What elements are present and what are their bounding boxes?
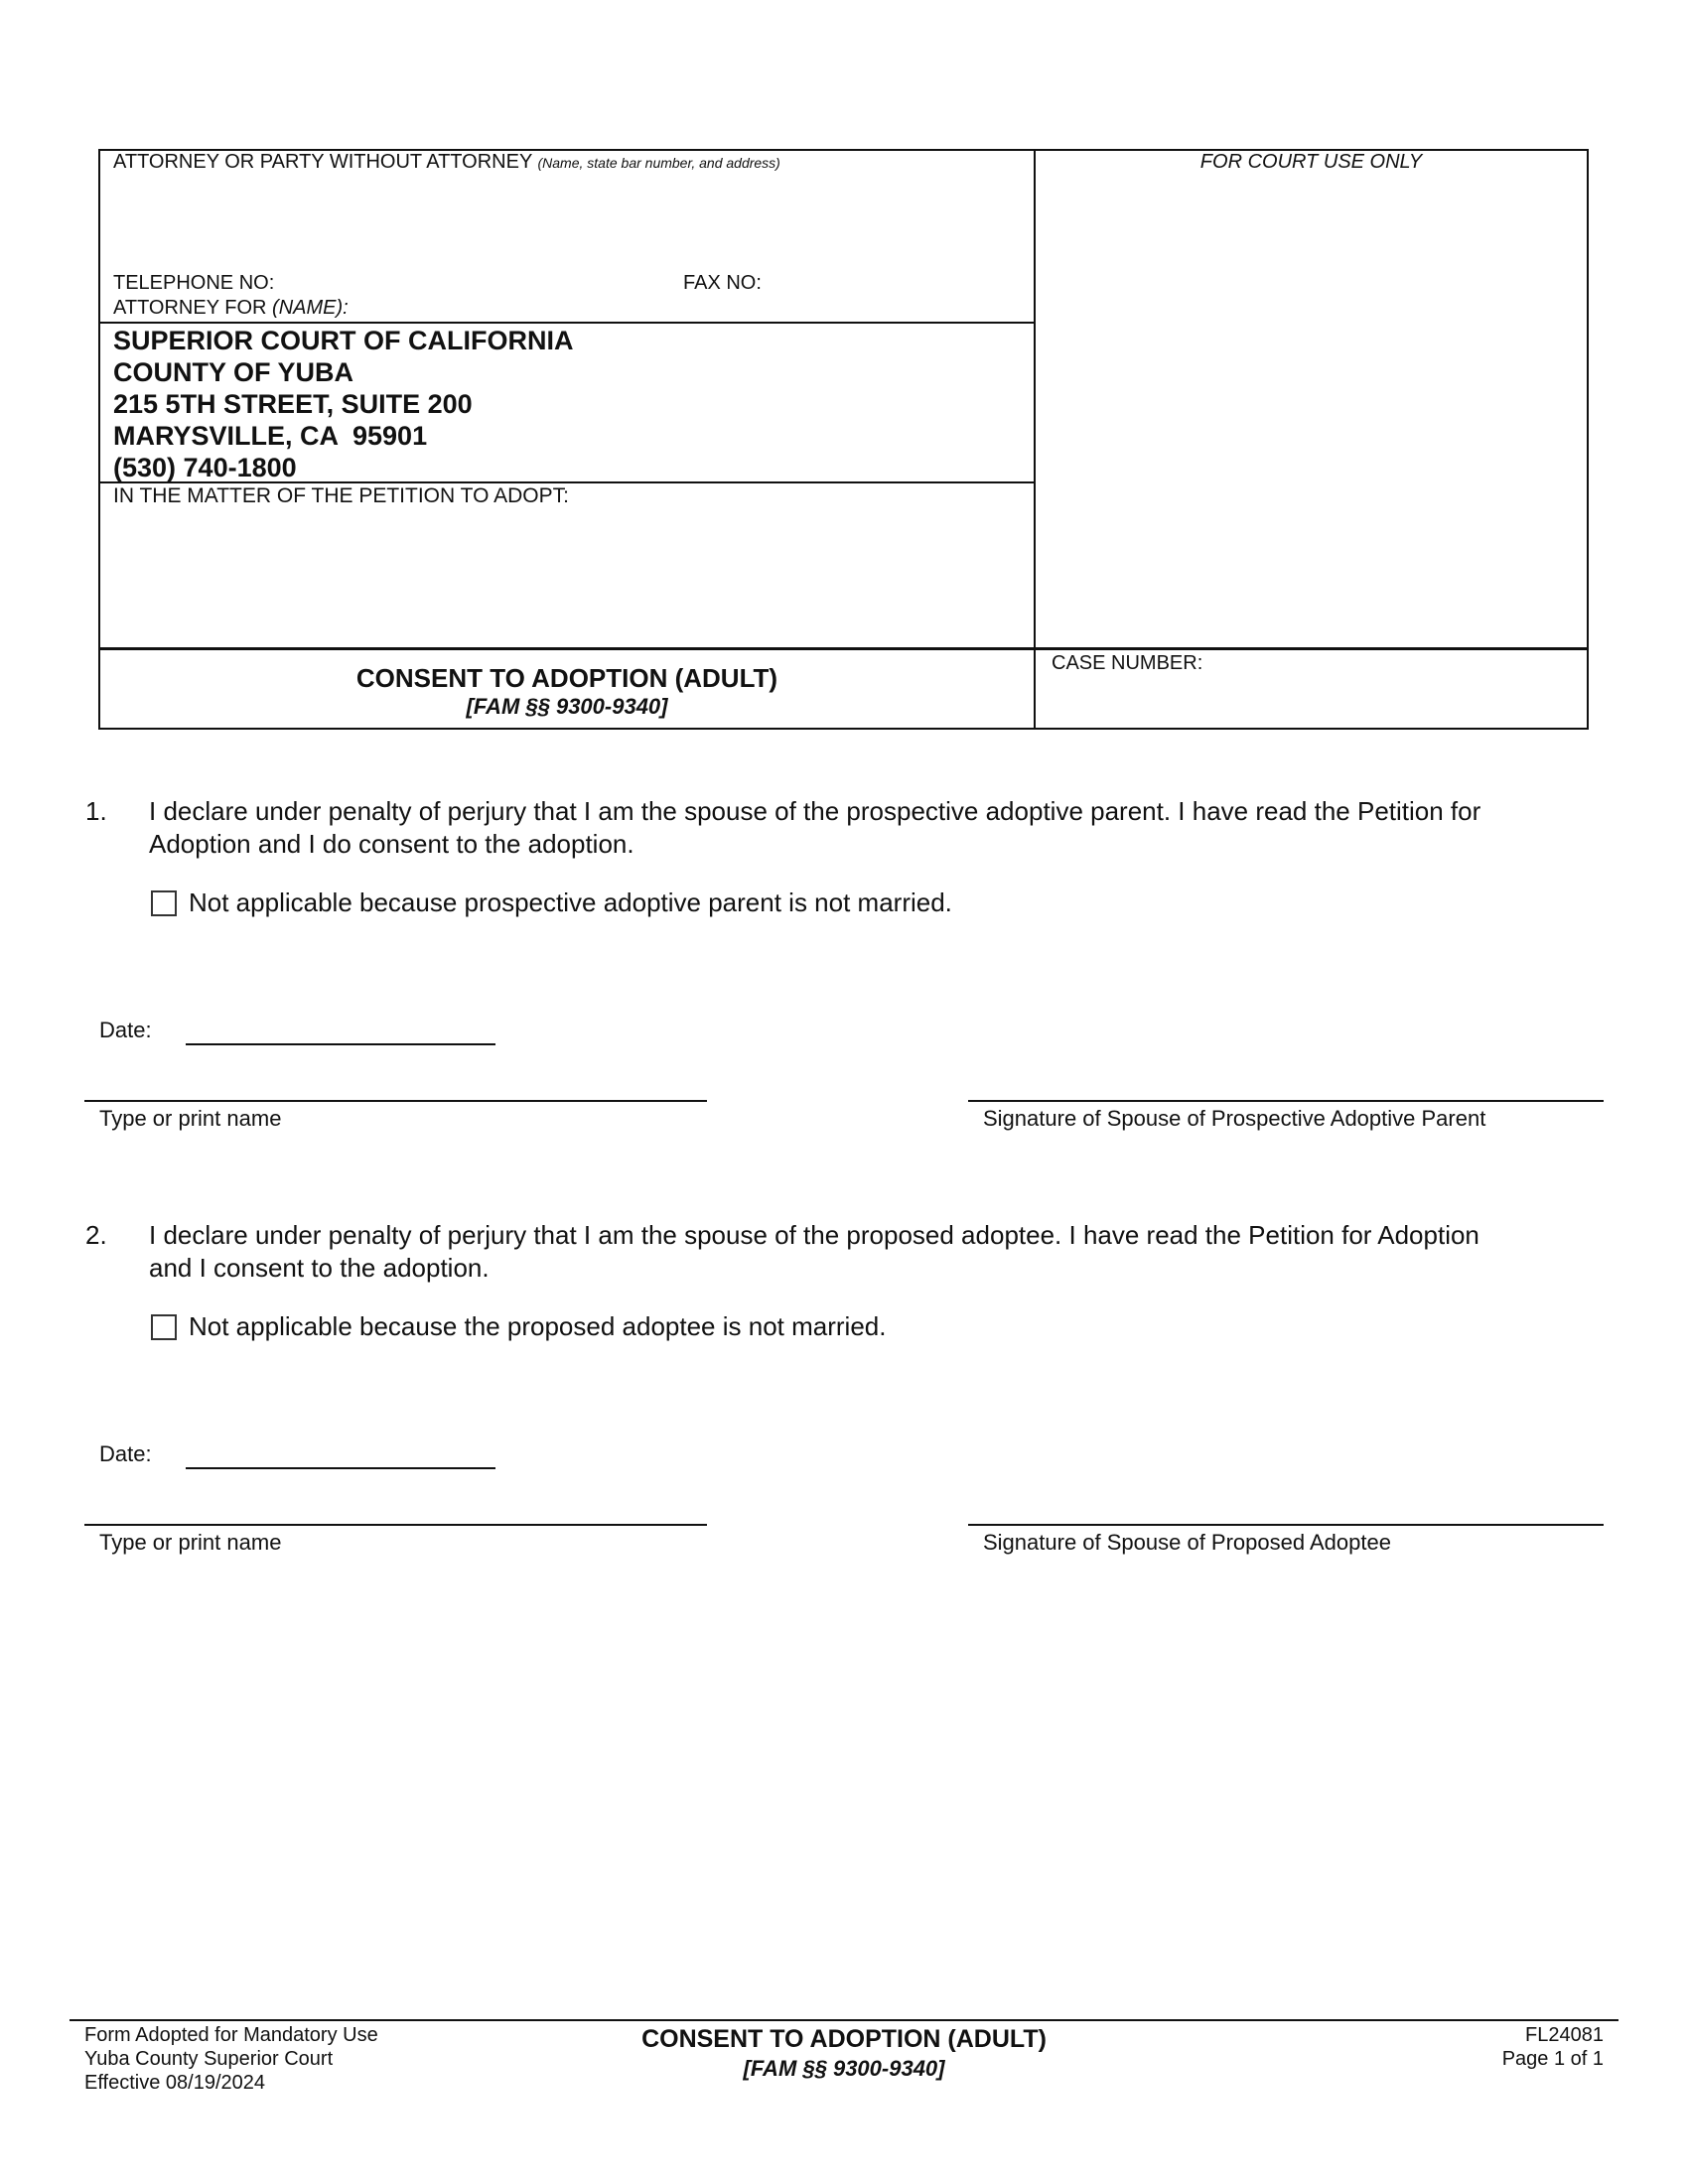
court-phone: (530) 740-1800 [113,453,297,482]
attorney-hint: (Name, state bar number, and address) [537,155,780,171]
court-city: MARYSVILLE, CA 95901 [113,421,428,451]
section-1-signature-label: Signature of Spouse of Prospective Adoptive Parent [983,1106,1486,1131]
form-statute: [FAM §§ 9300-9340] [466,694,668,719]
court-street: 215 5TH STREET, SUITE 200 [113,389,473,419]
case-number-field[interactable] [1043,679,1579,723]
section-1-date-label: Date: [99,1018,152,1042]
matter-label: IN THE MATTER OF THE PETITION TO ADOPT: [113,484,569,507]
section-1-text-line-2: Adoption and I do consent to the adoption. [149,829,634,859]
court-name: SUPERIOR COURT OF CALIFORNIA [113,326,574,355]
case-number-label: CASE NUMBER: [1052,652,1203,674]
section-1-text [149,795,1589,861]
section-2-signature-line[interactable] [968,1524,1604,1526]
attorney-for-row [113,297,349,320]
telephone-field[interactable] [298,270,675,294]
section-1-name-line[interactable] [84,1100,707,1102]
section-2-text [149,1219,1589,1285]
attorney-label: ATTORNEY OR PARTY WITHOUT ATTORNEY [113,151,532,173]
footer-right [1390,2023,1604,2071]
attorney-for-label: ATTORNEY FOR [113,297,267,319]
section-2-date-label: Date: [99,1441,152,1466]
section-1-signature-line[interactable] [968,1100,1604,1102]
footer-form-number: FL24081 [1525,2024,1604,2046]
footer-statute: [FAM §§ 9300-9340] [743,2056,945,2081]
attorney-name-address-field[interactable] [109,177,1023,268]
section-1-name-label: Type or print name [99,1106,282,1131]
title-section-top [98,647,1589,650]
section-2-name-line[interactable] [84,1524,707,1526]
footer-page-label: Page 1 of 1 [1501,2048,1604,2070]
section-1-date-line[interactable] [186,1043,495,1045]
section-2-name-label: Type or print name [99,1530,282,1555]
footer-left [84,2023,378,2095]
court-use-label: FOR COURT USE ONLY [1199,151,1423,173]
court-address [113,325,574,483]
court-county: COUNTY OF YUBA [113,357,354,387]
footer-title: CONSENT TO ADOPTION (ADULT) [641,2025,1047,2053]
section-1-not-applicable-checkbox[interactable] [151,890,177,916]
fax-field[interactable] [774,270,1023,294]
court-use-area [1038,177,1584,643]
section-1-number: 1. [85,796,107,826]
footer-rule [70,2019,1618,2021]
section-2-date-line[interactable] [186,1467,495,1469]
matter-field[interactable] [109,512,1023,641]
section-2-not-applicable-checkbox[interactable] [151,1314,177,1340]
telephone-label: TELEPHONE NO: [113,272,275,294]
footer-adopted-line: Form Adopted for Mandatory Use [84,2024,378,2046]
fax-label: FAX NO: [683,272,762,294]
section-2-text-line-1: I declare under penalty of perjury that I am the spouse of the proposed adoptee. I have read the Petition for Adoption [149,1220,1479,1250]
footer-court-line: Yuba County Superior Court [84,2048,334,2070]
section-2-signature-label: Signature of Spouse of Proposed Adoptee [983,1530,1391,1555]
section-2-checkbox-label: Not applicable because the proposed adoptee is not married. [189,1311,887,1341]
attorney-for-hint: (NAME): [272,297,349,319]
section-2-text-line-2: and I consent to the adoption. [149,1253,490,1283]
footer-effective-line: Effective 08/19/2024 [84,2072,265,2094]
section-2-number: 2. [85,1220,107,1250]
section-1-text-line-1: I declare under penalty of perjury that I am the spouse of the prospective adoptive parent. I have read the Petition for [149,796,1481,826]
caption-divider [1034,149,1036,730]
attorney-header [113,151,780,174]
section-1-checkbox-label: Not applicable because prospective adoptive parent is not married. [189,887,952,917]
form-title: CONSENT TO ADOPTION (ADULT) [355,663,778,693]
attorney-for-field[interactable] [397,296,1023,320]
attorney-section-bottom [98,322,1035,324]
